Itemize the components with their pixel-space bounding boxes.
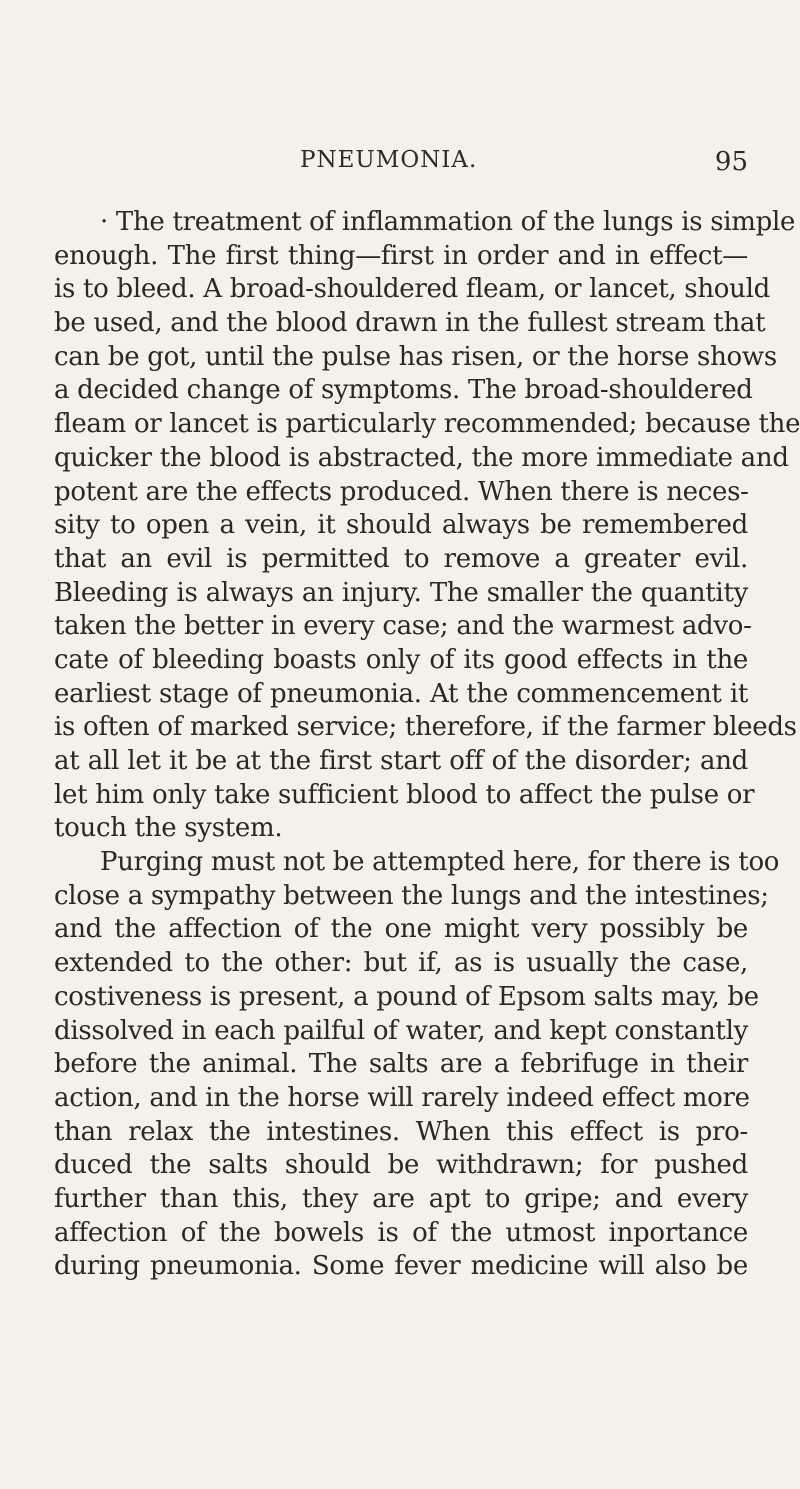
text-line: during pneumonia. Some fever medicine will also be bbox=[54, 1251, 748, 1282]
text-line: duced the salts should be withdrawn; for pushed bbox=[54, 1150, 748, 1181]
text-line: a decided change of symptoms. The broad-shouldered bbox=[54, 375, 753, 406]
text-line: sity to open a vein, it should always be remembered bbox=[54, 510, 748, 541]
text-line: than relax the intestines. When this effect is pro- bbox=[54, 1116, 748, 1147]
text-line: enough. The first thing—first in order and in effect— bbox=[54, 240, 748, 271]
text-line: extended to the other: but if, as is usually the case, bbox=[54, 948, 748, 979]
text-line: · The treatment of inflammation of the lungs is simple bbox=[100, 207, 796, 237]
text-line: close a sympathy between the lungs and the intestines; bbox=[54, 880, 769, 911]
text-line: at all let it be at the first start off of the disorder; and bbox=[54, 746, 748, 776]
text-line: fleam or lancet is particularly recommended; because the bbox=[54, 409, 800, 440]
running-title: PNEUMONIA. bbox=[300, 147, 478, 173]
text-line: taken the better in every case; and the warmest advo- bbox=[54, 611, 752, 642]
text-line: potent are the effects produced. When there is neces- bbox=[54, 476, 749, 507]
text-line: further than this, they are apt to gripe; and every bbox=[54, 1183, 748, 1214]
text-line: earliest stage of pneumonia. At the commencement it bbox=[54, 678, 748, 709]
text-line: Purging must not be attempted here, for there is too bbox=[100, 847, 780, 878]
text-line: action, and in the horse will rarely indeed effect more bbox=[54, 1082, 750, 1113]
text-line: is to bleed. A broad-shouldered fleam, or lancet, should bbox=[54, 274, 770, 305]
text-line: cate of bleeding boasts only of its good effects in the bbox=[54, 644, 748, 675]
text-line: quicker the blood is abstracted, the more immediate and bbox=[54, 442, 789, 473]
text-line: be used, and the blood drawn in the fullest stream that bbox=[54, 308, 766, 339]
text-line: before the animal. The salts are a febrifuge in their bbox=[54, 1049, 748, 1080]
body-text bbox=[54, 206, 800, 1284]
text-line: and the affection of the one might very possibly be bbox=[54, 914, 748, 945]
text-line: costiveness is present, a pound of Epsom salts may, be bbox=[54, 981, 759, 1012]
page-number: 95 bbox=[714, 147, 748, 177]
running-header bbox=[54, 147, 748, 187]
text-line: touch the system. bbox=[54, 813, 283, 844]
text-line: can be got, until the pulse has risen, or the horse shows bbox=[54, 341, 777, 372]
text-line: is often of marked service; therefore, if the farmer bleeds bbox=[54, 712, 797, 743]
text-line: let him only take sufficient blood to affect the pulse or bbox=[54, 779, 755, 810]
text-line: affection of the bowels is of the utmost inportance bbox=[54, 1217, 748, 1248]
text-line: dissolved in each pailful of water, and kept constantly bbox=[54, 1015, 748, 1046]
text-line: Bleeding is always an injury. The smaller the quantity bbox=[54, 577, 748, 608]
text-line: that an evil is permitted to remove a greater evil. bbox=[54, 543, 748, 574]
